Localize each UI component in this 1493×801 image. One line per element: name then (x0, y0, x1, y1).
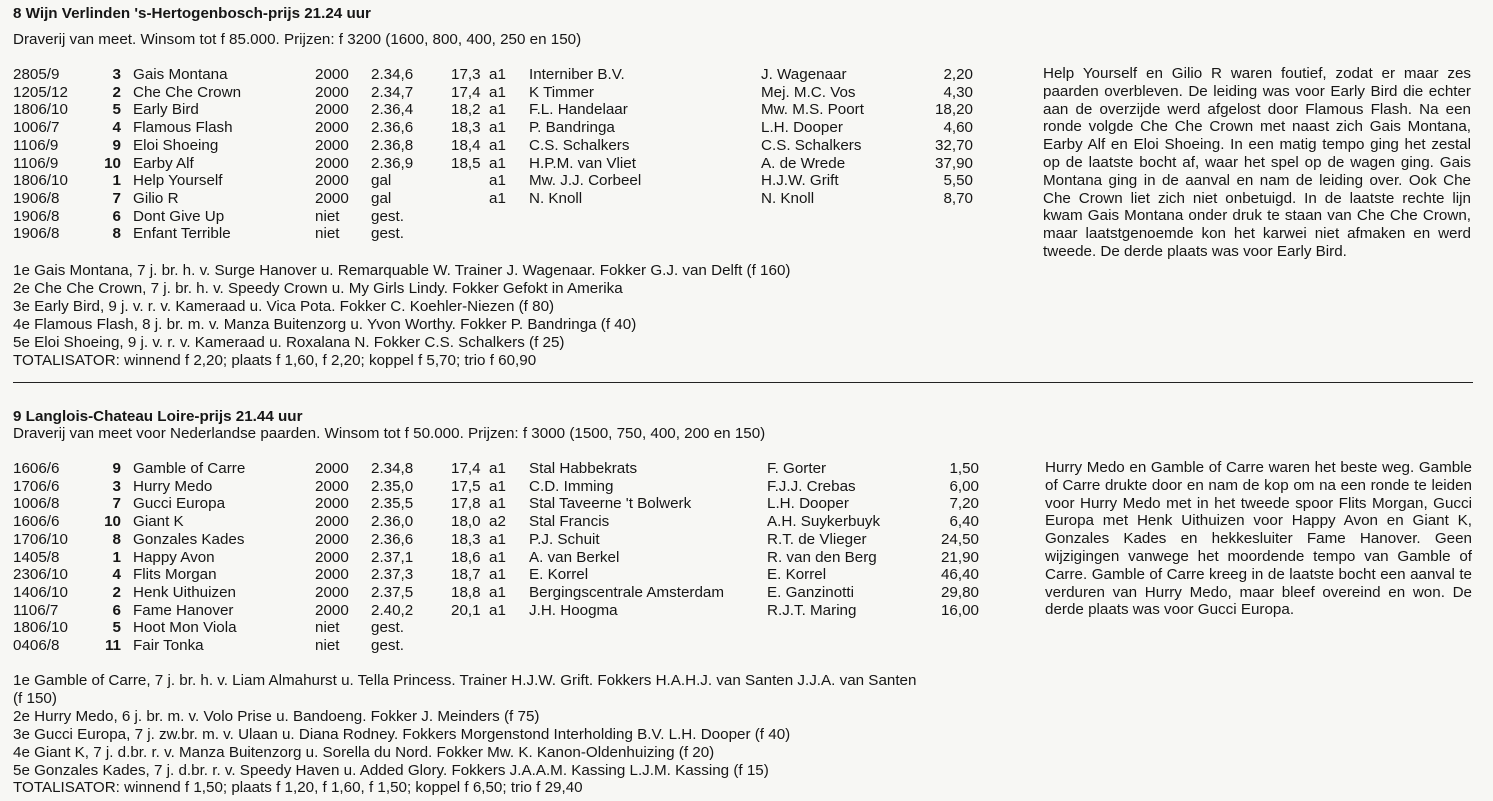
last-start-cell: 1205/12 (13, 83, 68, 101)
owner-cell: E. Korrel (529, 566, 589, 584)
owner-cell: C.S. Schalkers (529, 136, 630, 154)
driver-cell (761, 225, 921, 243)
placing-line: 3e Gucci Europa, 7 j. zw.br. m. v. Ulaan u. Diana Rodney. Fokkers Morgenstond Interholding B.V. L.H. Dooper (f 40) (13, 725, 791, 743)
horse-name-cell: Happy Avon (133, 548, 215, 566)
driver-cell: C.S. Schalkers (761, 136, 862, 154)
km-time-cell: 18,3 (451, 530, 481, 548)
distance-cell: 2000 (315, 530, 349, 548)
start-position-cell: a1 (489, 83, 506, 101)
km-time-cell: 18,6 (451, 548, 481, 566)
distance-cell: niet (315, 225, 340, 243)
distance-cell: 2000 (315, 154, 349, 172)
start-number-cell: 4 (112, 119, 121, 137)
odds-cell (921, 208, 973, 226)
driver-cell: J. Wagenaar (761, 66, 847, 83)
odds-cell: 6,00 (949, 477, 979, 495)
placing-line: (f 150) (13, 689, 57, 707)
last-start-cell: 1405/8 (13, 548, 60, 566)
table-row (13, 208, 973, 226)
start-number-cell: 10 (104, 154, 121, 172)
odds-cell (921, 225, 973, 243)
time-cell: gal (371, 189, 392, 207)
km-time-cell: 18,5 (451, 154, 481, 172)
odds-cell (927, 619, 979, 637)
start-number-cell: 11 (104, 637, 121, 655)
last-start-cell: 1406/10 (13, 583, 68, 601)
time-cell: 2.35,0 (371, 477, 414, 495)
driver-cell: R.J.T. Maring (767, 601, 857, 619)
odds-cell: 29,80 (940, 583, 979, 601)
owner-cell: Stal Taveerne 't Bolwerk (529, 495, 692, 513)
owner-cell: A. van Berkel (529, 548, 620, 566)
table-row (13, 155, 973, 173)
table-row (13, 478, 979, 496)
last-start-cell: 1106/9 (13, 154, 59, 172)
horse-name-cell: Che Che Crown (133, 83, 242, 101)
km-time-cell: 18,3 (451, 119, 481, 137)
race-report: Hurry Medo en Gamble of Carre waren het beste weg. Gamble of Carre drukte door en nam de kop om na een ronde te leiden voor Hurry Medo met in het tweede spoor Flits Morgan, Gucci Europa met Henk Uithuizen voor Happy Avon en Giant K, Gonzales Kades en hekkesluiter Fame Hanover. Geen wijzigingen vanwege het moordende tempo van Gamble of Carre. Gamble of Carre kreeg in de laatste bocht een aanval te verduren van Hurry Medo, maar bleef overeind en won. De derde plaats was voor Gucci Europa. (1045, 459, 1472, 619)
distance-cell: 2000 (315, 172, 349, 190)
km-time-cell: 17,4 (451, 83, 481, 101)
start-number-cell: 8 (112, 530, 121, 548)
table-row (13, 531, 979, 549)
distance-cell: 2000 (315, 601, 349, 619)
horse-name-cell: Earby Alf (133, 154, 194, 172)
distance-cell: 2000 (315, 101, 349, 119)
start-number-cell: 10 (104, 513, 121, 531)
start-number-cell: 8 (112, 225, 121, 243)
distance-cell: 2000 (315, 495, 349, 513)
last-start-cell: 2306/10 (13, 566, 68, 584)
odds-cell: 6,40 (949, 513, 979, 531)
distance-cell: 2000 (315, 460, 349, 477)
km-time-cell: 20,1 (451, 601, 481, 619)
placing-line: 5e Gonzales Kades, 7 j. d.br. r. v. Speedy Haven u. Added Glory. Fokkers J.A.A.M. Kassing L.J.M. Kassing (f 15) (13, 761, 769, 779)
start-number-cell: 5 (112, 101, 121, 119)
start-position-cell: a1 (489, 460, 506, 477)
last-start-cell: 1706/10 (13, 530, 68, 548)
start-position-cell: a2 (489, 513, 506, 531)
start-number-cell: 6 (112, 207, 121, 225)
table-row (13, 602, 979, 620)
time-cell: 2.34,6 (371, 66, 414, 83)
table-row (13, 84, 973, 102)
last-start-cell: 1606/6 (13, 460, 60, 477)
race-results-table (13, 66, 973, 243)
start-number-cell: 2 (112, 83, 121, 101)
km-time-cell: 17,5 (451, 477, 481, 495)
horse-name-cell: Dont Give Up (133, 207, 225, 225)
horse-name-cell: Giant K (133, 513, 184, 531)
owner-cell: Stal Francis (529, 513, 610, 531)
owner-cell: Stal Habbekrats (529, 460, 638, 477)
horse-name-cell: Gonzales Kades (133, 530, 245, 548)
horse-name-cell: Fair Tonka (133, 637, 204, 655)
table-row (13, 66, 973, 84)
time-cell: gest. (371, 207, 404, 225)
last-start-cell: 1806/10 (13, 101, 68, 119)
distance-cell: 2000 (315, 548, 349, 566)
start-number-cell: 1 (112, 548, 121, 566)
start-number-cell: 5 (112, 619, 121, 637)
owner-cell: Bergingscentrale Amsterdam (529, 583, 724, 601)
table-row (13, 137, 973, 155)
km-time-cell: 18,4 (451, 136, 481, 154)
distance-cell: niet (315, 637, 340, 655)
start-position-cell: a1 (489, 477, 506, 495)
km-time-cell: 18,2 (451, 101, 481, 119)
horse-name-cell: Early Bird (133, 101, 199, 119)
start-position-cell (489, 208, 529, 226)
owner-cell: P.J. Schuit (529, 530, 600, 548)
time-cell: gest. (371, 619, 404, 637)
distance-cell: niet (315, 207, 340, 225)
race-results-table (13, 460, 979, 655)
distance-cell: niet (315, 619, 340, 637)
owner-cell: C.D. Imming (529, 477, 614, 495)
table-row (13, 566, 979, 584)
placing-line: 1e Gais Montana, 7 j. br. h. v. Surge Hanover u. Remarquable W. Trainer J. Wagenaar. Fokker G.J. van Delft (f 160) (13, 262, 791, 279)
owner-cell (529, 225, 761, 243)
horse-name-cell: Gais Montana (133, 66, 228, 83)
horse-name-cell: Flits Morgan (133, 566, 217, 584)
time-cell: 2.36,8 (371, 136, 414, 154)
owner-cell (529, 637, 767, 655)
odds-cell: 18,20 (934, 101, 973, 119)
placing-line: 4e Giant K, 7 j. d.br. r. v. Manza Buitenzorg u. Sorella du Nord. Fokker Mw. K. Kanon-Oldenhuizing (f 20) (13, 743, 715, 761)
last-start-cell: 1706/6 (13, 477, 60, 495)
last-start-cell: 1006/7 (13, 119, 60, 137)
odds-cell: 4,30 (943, 83, 973, 101)
km-time-cell: 18,7 (451, 566, 481, 584)
driver-cell: N. Knoll (761, 189, 815, 207)
km-time-cell (451, 208, 489, 226)
start-number-cell: 7 (112, 189, 121, 207)
odds-cell: 21,90 (940, 548, 979, 566)
last-start-cell: 1106/9 (13, 136, 59, 154)
start-number-cell: 6 (112, 601, 121, 619)
start-position-cell: a1 (489, 136, 506, 154)
driver-cell: A.H. Suykerbuyk (767, 513, 881, 531)
odds-cell: 46,40 (940, 566, 979, 584)
horse-name-cell: Gucci Europa (133, 495, 226, 513)
km-time-cell: 18,0 (451, 513, 481, 531)
km-time-cell: 17,3 (451, 66, 481, 83)
time-cell: 2.37,3 (371, 566, 414, 584)
driver-cell: F.J.J. Crebas (767, 477, 856, 495)
table-row (13, 637, 979, 655)
table-row (13, 101, 973, 119)
km-time-cell (451, 172, 489, 190)
last-start-cell: 1906/8 (13, 189, 60, 207)
start-position-cell: a1 (489, 101, 506, 119)
table-row (13, 513, 979, 531)
start-number-cell: 9 (112, 460, 121, 477)
table-row (13, 225, 973, 243)
time-cell: 2.36,0 (371, 513, 414, 531)
driver-cell: R.T. de Vlieger (767, 530, 867, 548)
start-position-cell: a1 (489, 601, 506, 619)
odds-cell (927, 637, 979, 655)
owner-cell: H.P.M. van Vliet (529, 154, 636, 172)
horse-name-cell: Hoot Mon Viola (133, 619, 237, 637)
driver-cell: R. van den Berg (767, 548, 877, 566)
time-cell: 2.37,5 (371, 583, 414, 601)
owner-cell: Interniber B.V. (529, 66, 625, 83)
owner-cell (529, 208, 761, 226)
time-cell: 2.36,6 (371, 119, 414, 137)
last-start-cell: 1806/10 (13, 619, 68, 637)
start-number-cell: 4 (112, 566, 121, 584)
horse-name-cell: Gilio R (133, 189, 179, 207)
distance-cell: 2000 (315, 566, 349, 584)
horse-name-cell: Eloi Shoeing (133, 136, 219, 154)
start-position-cell: a1 (489, 172, 506, 190)
odds-cell: 8,70 (943, 189, 973, 207)
driver-cell: L.H. Dooper (767, 495, 849, 513)
start-position-cell (489, 225, 529, 243)
placing-list (13, 672, 916, 797)
totalisator-line: TOTALISATOR: winnend f 1,50; plaats f 1,20, f 1,60, f 1,50; koppel f 6,50; trio f 29,40 (13, 779, 583, 797)
time-cell: 2.40,2 (371, 601, 414, 619)
table-row (13, 549, 979, 567)
owner-cell: K Timmer (529, 83, 594, 101)
odds-cell: 5,50 (943, 172, 973, 190)
driver-cell (767, 637, 927, 655)
table-row (13, 495, 979, 513)
horse-name-cell: Flamous Flash (133, 119, 233, 137)
last-start-cell: 1006/8 (13, 495, 60, 513)
owner-cell: J.H. Hoogma (529, 601, 618, 619)
km-time-cell (451, 619, 489, 637)
time-cell: 2.37,1 (371, 548, 414, 566)
last-start-cell: 1906/8 (13, 207, 60, 225)
start-number-cell: 9 (112, 136, 121, 154)
table-row (13, 619, 979, 637)
horse-name-cell: Hurry Medo (133, 477, 213, 495)
start-position-cell: a1 (489, 548, 506, 566)
driver-cell: E. Ganzinotti (767, 583, 854, 601)
driver-cell: L.H. Dooper (761, 119, 843, 137)
time-cell: 2.36,6 (371, 530, 414, 548)
start-number-cell: 7 (112, 495, 121, 513)
last-start-cell: 1606/6 (13, 513, 60, 531)
distance-cell: 2000 (315, 136, 349, 154)
start-number-cell: 3 (112, 477, 121, 495)
placing-line: 2e Hurry Medo, 6 j. br. m. v. Volo Prise u. Bandoeng. Fokker J. Meinders (f 75) (13, 707, 540, 725)
horse-name-cell: Henk Uithuizen (133, 583, 236, 601)
last-start-cell: 1906/8 (13, 225, 60, 243)
owner-cell: F.L. Handelaar (529, 101, 628, 119)
race-title: 9 Langlois-Chateau Loire-prijs 21.44 uur (13, 408, 303, 425)
horse-name-cell: Fame Hanover (133, 601, 234, 619)
horse-name-cell: Gamble of Carre (133, 460, 246, 477)
distance-cell: 2000 (315, 119, 349, 137)
start-position-cell: a1 (489, 119, 506, 137)
start-position-cell (489, 619, 529, 637)
time-cell: gal (371, 172, 392, 190)
placing-line: 3e Early Bird, 9 j. v. r. v. Kameraad u. Vica Pota. Fokker C. Koehler-Niezen (f 80) (13, 297, 555, 315)
km-time-cell: 17,8 (451, 495, 481, 513)
placing-line: 4e Flamous Flash, 8 j. br. m. v. Manza Buitenzorg u. Yvon Worthy. Fokker P. Bandringa (f 40) (13, 315, 637, 333)
start-position-cell: a1 (489, 495, 506, 513)
driver-cell (761, 208, 921, 226)
distance-cell: 2000 (315, 189, 349, 207)
totalisator-line: TOTALISATOR: winnend f 2,20; plaats f 1,60, f 2,20; koppel f 5,70; trio f 60,90 (13, 351, 537, 369)
time-cell: gest. (371, 225, 404, 243)
placing-line: 2e Che Che Crown, 7 j. br. h. v. Speedy Crown u. My Girls Lindy. Fokker Gefokt in Amerika (13, 279, 623, 297)
distance-cell: 2000 (315, 477, 349, 495)
placing-line: 5e Eloi Shoeing, 9 j. v. r. v. Kameraad u. Roxalana N. Fokker C.S. Schalkers (f 25) (13, 333, 565, 351)
km-time-cell (451, 190, 489, 208)
odds-cell: 1,50 (949, 460, 979, 477)
placing-line: 1e Gamble of Carre, 7 j. br. h. v. Liam Almahurst u. Tella Princess. Trainer H.J.W. Grift. Fokkers H.A.H.J. van Santen J.J.A. van Santen (13, 672, 917, 689)
race-title: 8 Wijn Verlinden 's-Hertogenbosch-prijs 21.24 uur (13, 5, 371, 22)
time-cell: 2.35,5 (371, 495, 414, 513)
owner-cell: Mw. J.J. Corbeel (529, 172, 642, 190)
owner-cell (529, 619, 767, 637)
placing-list (13, 262, 790, 369)
horse-name-cell: Help Yourself (133, 172, 223, 190)
start-position-cell: a1 (489, 154, 506, 172)
km-time-cell (451, 637, 489, 655)
odds-cell: 7,20 (949, 495, 979, 513)
owner-cell: P. Bandringa (529, 119, 615, 137)
owner-cell: N. Knoll (529, 189, 583, 207)
race-subtitle: Draverij van meet. Winsom tot f 85.000. Prijzen: f 3200 (1600, 800, 400, 250 en 150) (13, 31, 582, 48)
distance-cell: 2000 (315, 583, 349, 601)
start-position-cell (489, 637, 529, 655)
start-position-cell: a1 (489, 189, 506, 207)
start-position-cell: a1 (489, 566, 506, 584)
last-start-cell: 1806/10 (13, 172, 68, 190)
last-start-cell: 1106/7 (13, 601, 59, 619)
driver-cell: E. Korrel (767, 566, 827, 584)
odds-cell: 16,00 (940, 601, 979, 619)
start-position-cell: a1 (489, 583, 506, 601)
km-time-cell (451, 225, 489, 243)
time-cell: 2.34,7 (371, 83, 414, 101)
km-time-cell: 18,8 (451, 583, 481, 601)
time-cell: 2.34,8 (371, 460, 414, 477)
horse-name-cell: Enfant Terrible (133, 225, 231, 243)
distance-cell: 2000 (315, 83, 349, 101)
start-position-cell: a1 (489, 66, 506, 83)
time-cell: 2.36,4 (371, 101, 414, 119)
table-row (13, 584, 979, 602)
time-cell: gest. (371, 637, 404, 655)
odds-cell: 37,90 (934, 154, 973, 172)
odds-cell: 32,70 (934, 136, 973, 154)
time-cell: 2.36,9 (371, 154, 414, 172)
driver-cell: F. Gorter (767, 460, 827, 477)
odds-cell: 4,60 (943, 119, 973, 137)
table-row (13, 190, 973, 208)
driver-cell: Mej. M.C. Vos (761, 83, 856, 101)
start-position-cell: a1 (489, 530, 506, 548)
race-report: Help Yourself en Gilio R waren foutief, zodat er maar zes paarden overbleven. De leiding was voor Early Bird die echter aan de overzijde werd afgelost door Flamous Flash. Na een ronde volgde Che Che Crown met naast zich Gais Montana, Earby Alf en Eloi Shoeing. In een matig tempo ging het zestal op de laatste bocht af, waar het spel op de wagen ging. Gais Montana ging in de aanval en nam de leiding over. Ook Che Che Crown liet zich niet onbetuigd. In de laatste rechte lijn kwam Gais Montana onder druk te staan van Che Che Crown, maar laatstgenoemde kon het karwei niet afmaken en werd tweede. De derde plaats was voor Early Bird. (1043, 65, 1471, 260)
odds-cell: 2,20 (943, 66, 973, 83)
start-number-cell: 2 (112, 583, 121, 601)
distance-cell: 2000 (315, 66, 349, 83)
driver-cell: A. de Wrede (761, 154, 846, 172)
driver-cell (767, 619, 927, 637)
section-divider (13, 382, 1473, 383)
odds-cell: 24,50 (940, 530, 979, 548)
table-row (13, 119, 973, 137)
table-row (13, 172, 973, 190)
start-number-cell: 3 (112, 66, 121, 83)
table-row (13, 460, 979, 478)
last-start-cell: 2805/9 (13, 66, 60, 83)
driver-cell: H.J.W. Grift (761, 172, 839, 190)
race-subtitle: Draverij van meet voor Nederlandse paarden. Winsom tot f 50.000. Prijzen: f 3000 (1500, 750, 400, 200 en 150) (13, 425, 766, 442)
driver-cell: Mw. M.S. Poort (761, 101, 864, 119)
last-start-cell: 0406/8 (13, 637, 60, 655)
km-time-cell: 17,4 (451, 460, 481, 477)
distance-cell: 2000 (315, 513, 349, 531)
start-number-cell: 1 (112, 172, 121, 190)
